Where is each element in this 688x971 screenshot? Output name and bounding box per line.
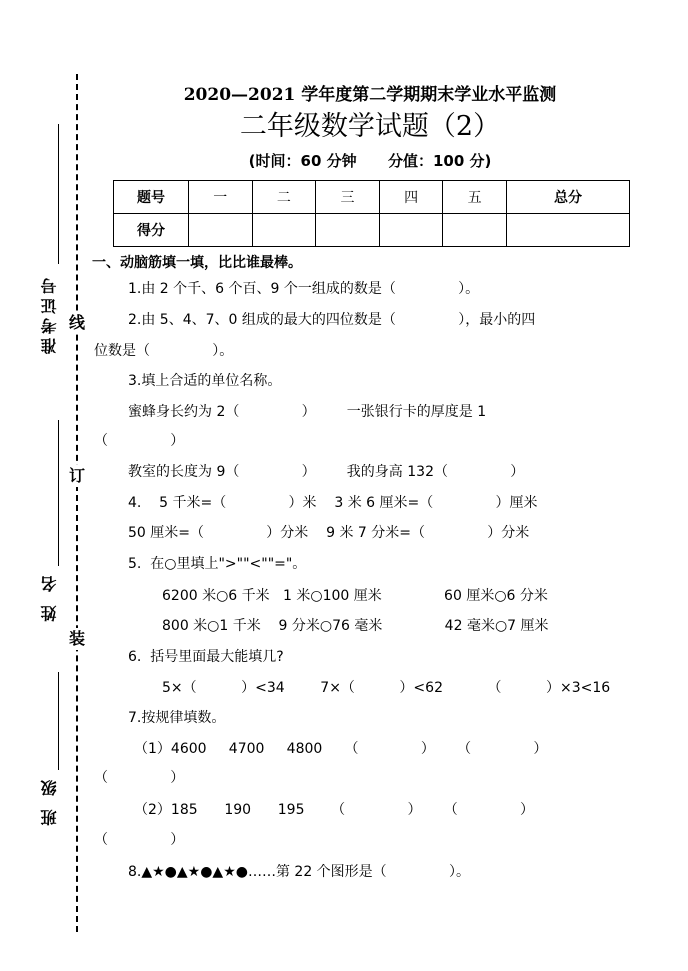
score-input-cell[interactable] bbox=[379, 214, 443, 247]
question-line: （ ） bbox=[94, 433, 185, 449]
binding-char-xian: 线 bbox=[66, 312, 88, 334]
table-cell: 二 bbox=[252, 181, 316, 214]
section-title: 一、动脑筋填一填，比比谁最棒。 bbox=[92, 255, 302, 271]
score-input-cell[interactable] bbox=[443, 214, 507, 247]
table-cell: 得分 bbox=[114, 214, 189, 247]
question-line: 6. 括号里面最大能填几? bbox=[128, 649, 284, 665]
score-input-cell[interactable] bbox=[506, 214, 629, 247]
exam-series-title: 2020—2021 学年度第二学期期末学业水平监测 bbox=[183, 85, 557, 105]
question-line: （ ） bbox=[94, 832, 185, 848]
question-line: 6200 米○6 千米 1 米○100 厘米 60 厘米○6 分米 bbox=[162, 588, 548, 604]
time-and-score-info: (时间：60 分钟 分值：100 分) bbox=[248, 152, 492, 170]
score-table-header-row bbox=[114, 181, 630, 214]
exam-title: 二年级数学试题（2） bbox=[239, 111, 501, 142]
table-cell: 总分 bbox=[506, 181, 629, 214]
question-line: 5. 在○里填上">""<""="。 bbox=[128, 556, 307, 572]
table-cell: 五 bbox=[443, 181, 507, 214]
class-label: 班 级 bbox=[40, 776, 59, 826]
question-line: 50 厘米=（ ）分米 9 米 7 分米=（ ）分米 bbox=[128, 525, 530, 541]
name-blank bbox=[58, 420, 59, 566]
question-line: 蜜蜂身长约为 2（ ） 一张银行卡的厚度是 1 bbox=[128, 404, 487, 420]
question-line: 1.由 2 个千、6 个百、9 个一组成的数是（ ）。 bbox=[128, 281, 480, 297]
table-cell: 四 bbox=[379, 181, 443, 214]
class-blank bbox=[58, 672, 59, 770]
question-line: （1）4600 4700 4800 （ ） （ ） bbox=[134, 741, 548, 757]
table-cell: 题号 bbox=[114, 181, 189, 214]
question-line: 位数是（ ）。 bbox=[94, 343, 234, 359]
question-line: 4. 5 千米=（ ）米 3 米 6 厘米=（ ）厘米 bbox=[128, 495, 538, 511]
score-input-cell[interactable] bbox=[252, 214, 316, 247]
name-field bbox=[36, 572, 60, 622]
exam-number-label: 准考证号 bbox=[40, 274, 59, 354]
question-line: 7.按规律填数。 bbox=[128, 710, 226, 726]
question-line: 800 米○1 千米 9 分米○76 毫米 42 毫米○7 厘米 bbox=[162, 618, 549, 634]
question-line: 2.由 5、4、7、0 组成的最大的四位数是（ ），最小的四 bbox=[128, 312, 536, 328]
question-line: 8.▲★●▲★●▲★●……第 22 个图形是（ ）。 bbox=[128, 864, 470, 880]
table-cell: 三 bbox=[316, 181, 380, 214]
score-input-cell[interactable] bbox=[189, 214, 253, 247]
score-table bbox=[113, 180, 630, 247]
question-line: 教室的长度为 9（ ） 我的身高 132（ ） bbox=[128, 464, 525, 480]
exam-number-field bbox=[36, 274, 60, 354]
name-label: 姓 名 bbox=[40, 572, 59, 622]
exam-number-blank bbox=[58, 124, 59, 264]
binding-char-zhuang: 装 bbox=[66, 628, 88, 650]
score-input-cell[interactable] bbox=[316, 214, 380, 247]
binding-char-ding: 订 bbox=[66, 465, 88, 487]
binding-dashed-line bbox=[76, 74, 78, 932]
question-line: （2）185 190 195 （ ） （ ） bbox=[134, 802, 535, 818]
question-line: 5×（ ）<34 7×（ ）<62 （ ）×3<16 bbox=[162, 680, 611, 696]
table-cell: 一 bbox=[189, 181, 253, 214]
score-table-score-row bbox=[114, 214, 630, 247]
class-field bbox=[36, 776, 60, 826]
question-line: 3.填上合适的单位名称。 bbox=[128, 373, 282, 389]
question-line: （ ） bbox=[94, 770, 185, 786]
